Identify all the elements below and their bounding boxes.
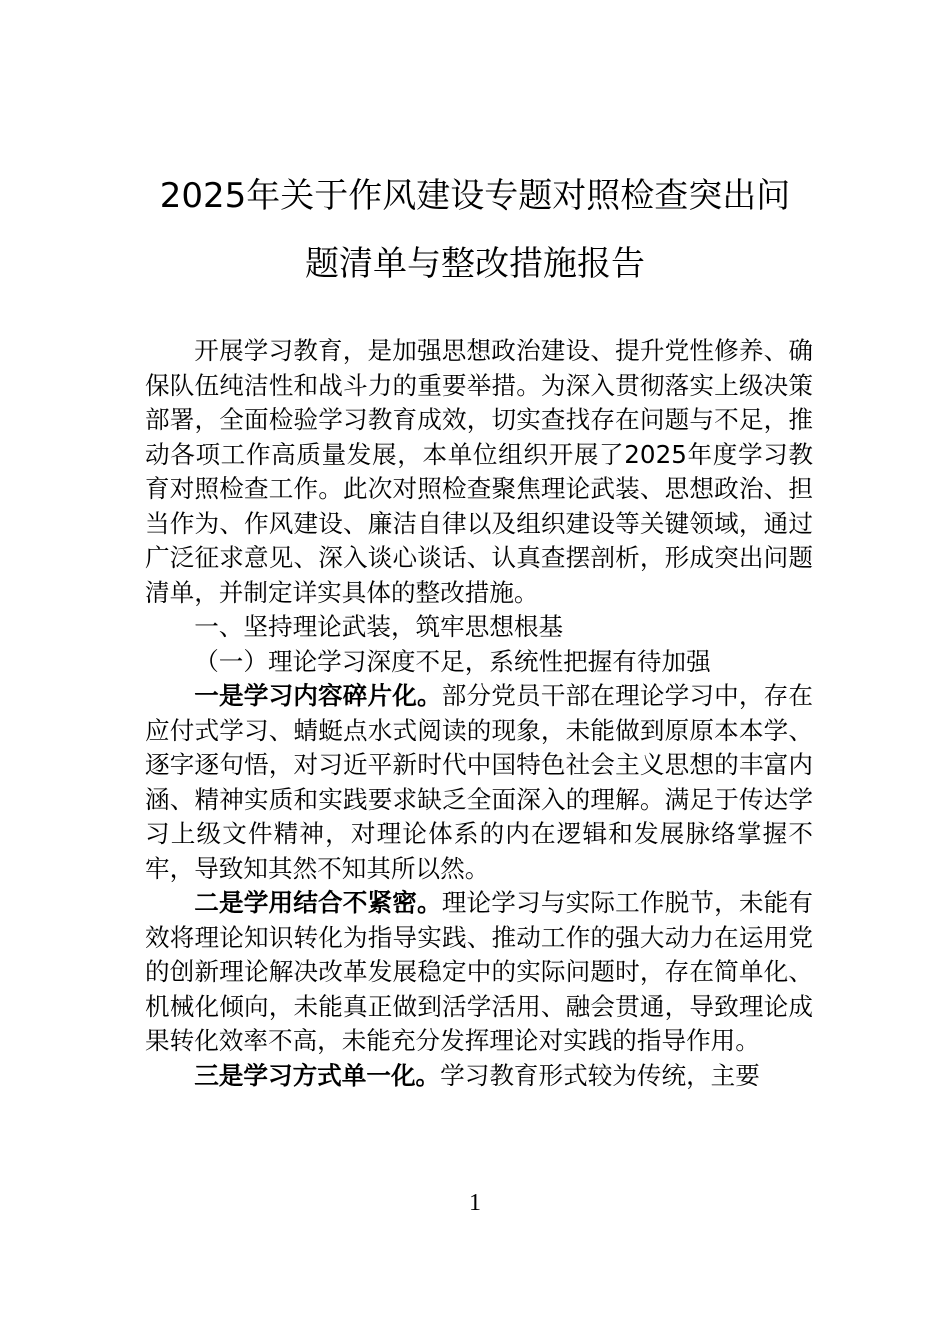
item-1-lead: 一是学习内容碎片化。 bbox=[194, 681, 442, 710]
item-2-lead: 二是学用结合不紧密。 bbox=[194, 888, 442, 917]
item-1-text: 部分党员干部在理论学习中，存在应付式学习、蜻蜓点水式阅读的现象，未能做到原原本本学、逐字逐句悟，对习近平新时代中国特色社会主义思想的丰富内涵、精神实质和实践要求缺乏全面深入的理解。满足于传达学习上级文件精神，对理论体系的内在逻辑和发展脉络掌握不牢，导致知其然不知其所以然。 bbox=[145, 681, 813, 883]
intro-paragraph: 开展学习教育，是加强思想政治建设、提升党性修养、确保队伍纯洁性和战斗力的重要举措。为深入贯彻落实上级决策部署，全面检验学习教育成效，切实查找存在问题与不足，推动各项工作高质量发展，本单位组织开展了2025年度学习教育对照检查工作。此次对照检查聚焦理论武装、思想政治、担当作为、作风建设、廉洁自律以及组织建设等关键领域，通过广泛征求意见、深入谈心谈话、认真查摆剖析，形成突出问题清单，并制定详实具体的整改措施。 bbox=[145, 336, 813, 607]
item-3-lead: 三是学习方式单一化。 bbox=[194, 1060, 441, 1090]
document-title bbox=[140, 162, 810, 298]
subsection-1-heading: （一）理论学习深度不足，系统性把握有待加强 bbox=[194, 646, 711, 676]
title-line-2: 题清单与整改措施报告 bbox=[305, 244, 645, 284]
page-number: 1 bbox=[469, 1190, 481, 1216]
item-3-text: 学习教育形式较为传统，主要 bbox=[440, 1060, 760, 1090]
item-2-paragraph bbox=[145, 886, 813, 1059]
title-line-1: 2025年关于作风建设专题对照检查突出问 bbox=[159, 176, 791, 216]
section-1-heading: 一、坚持理论武装，筑牢思想根基 bbox=[194, 612, 564, 641]
item-2-text: 理论学习与实际工作脱节，未能有效将理论知识转化为指导实践、推动工作的强大动力在运用党的创新理论解决改革发展稳定中的实际问题时，存在简单化、机械化倾向，未能真正做到活学活用、融会贯通，导致理论成果转化效率不高，未能充分发挥理论对实践的指导作用。 bbox=[145, 888, 813, 1055]
document-body bbox=[145, 334, 813, 1093]
item-1-paragraph bbox=[145, 679, 813, 886]
item-3-paragraph bbox=[145, 1059, 813, 1094]
